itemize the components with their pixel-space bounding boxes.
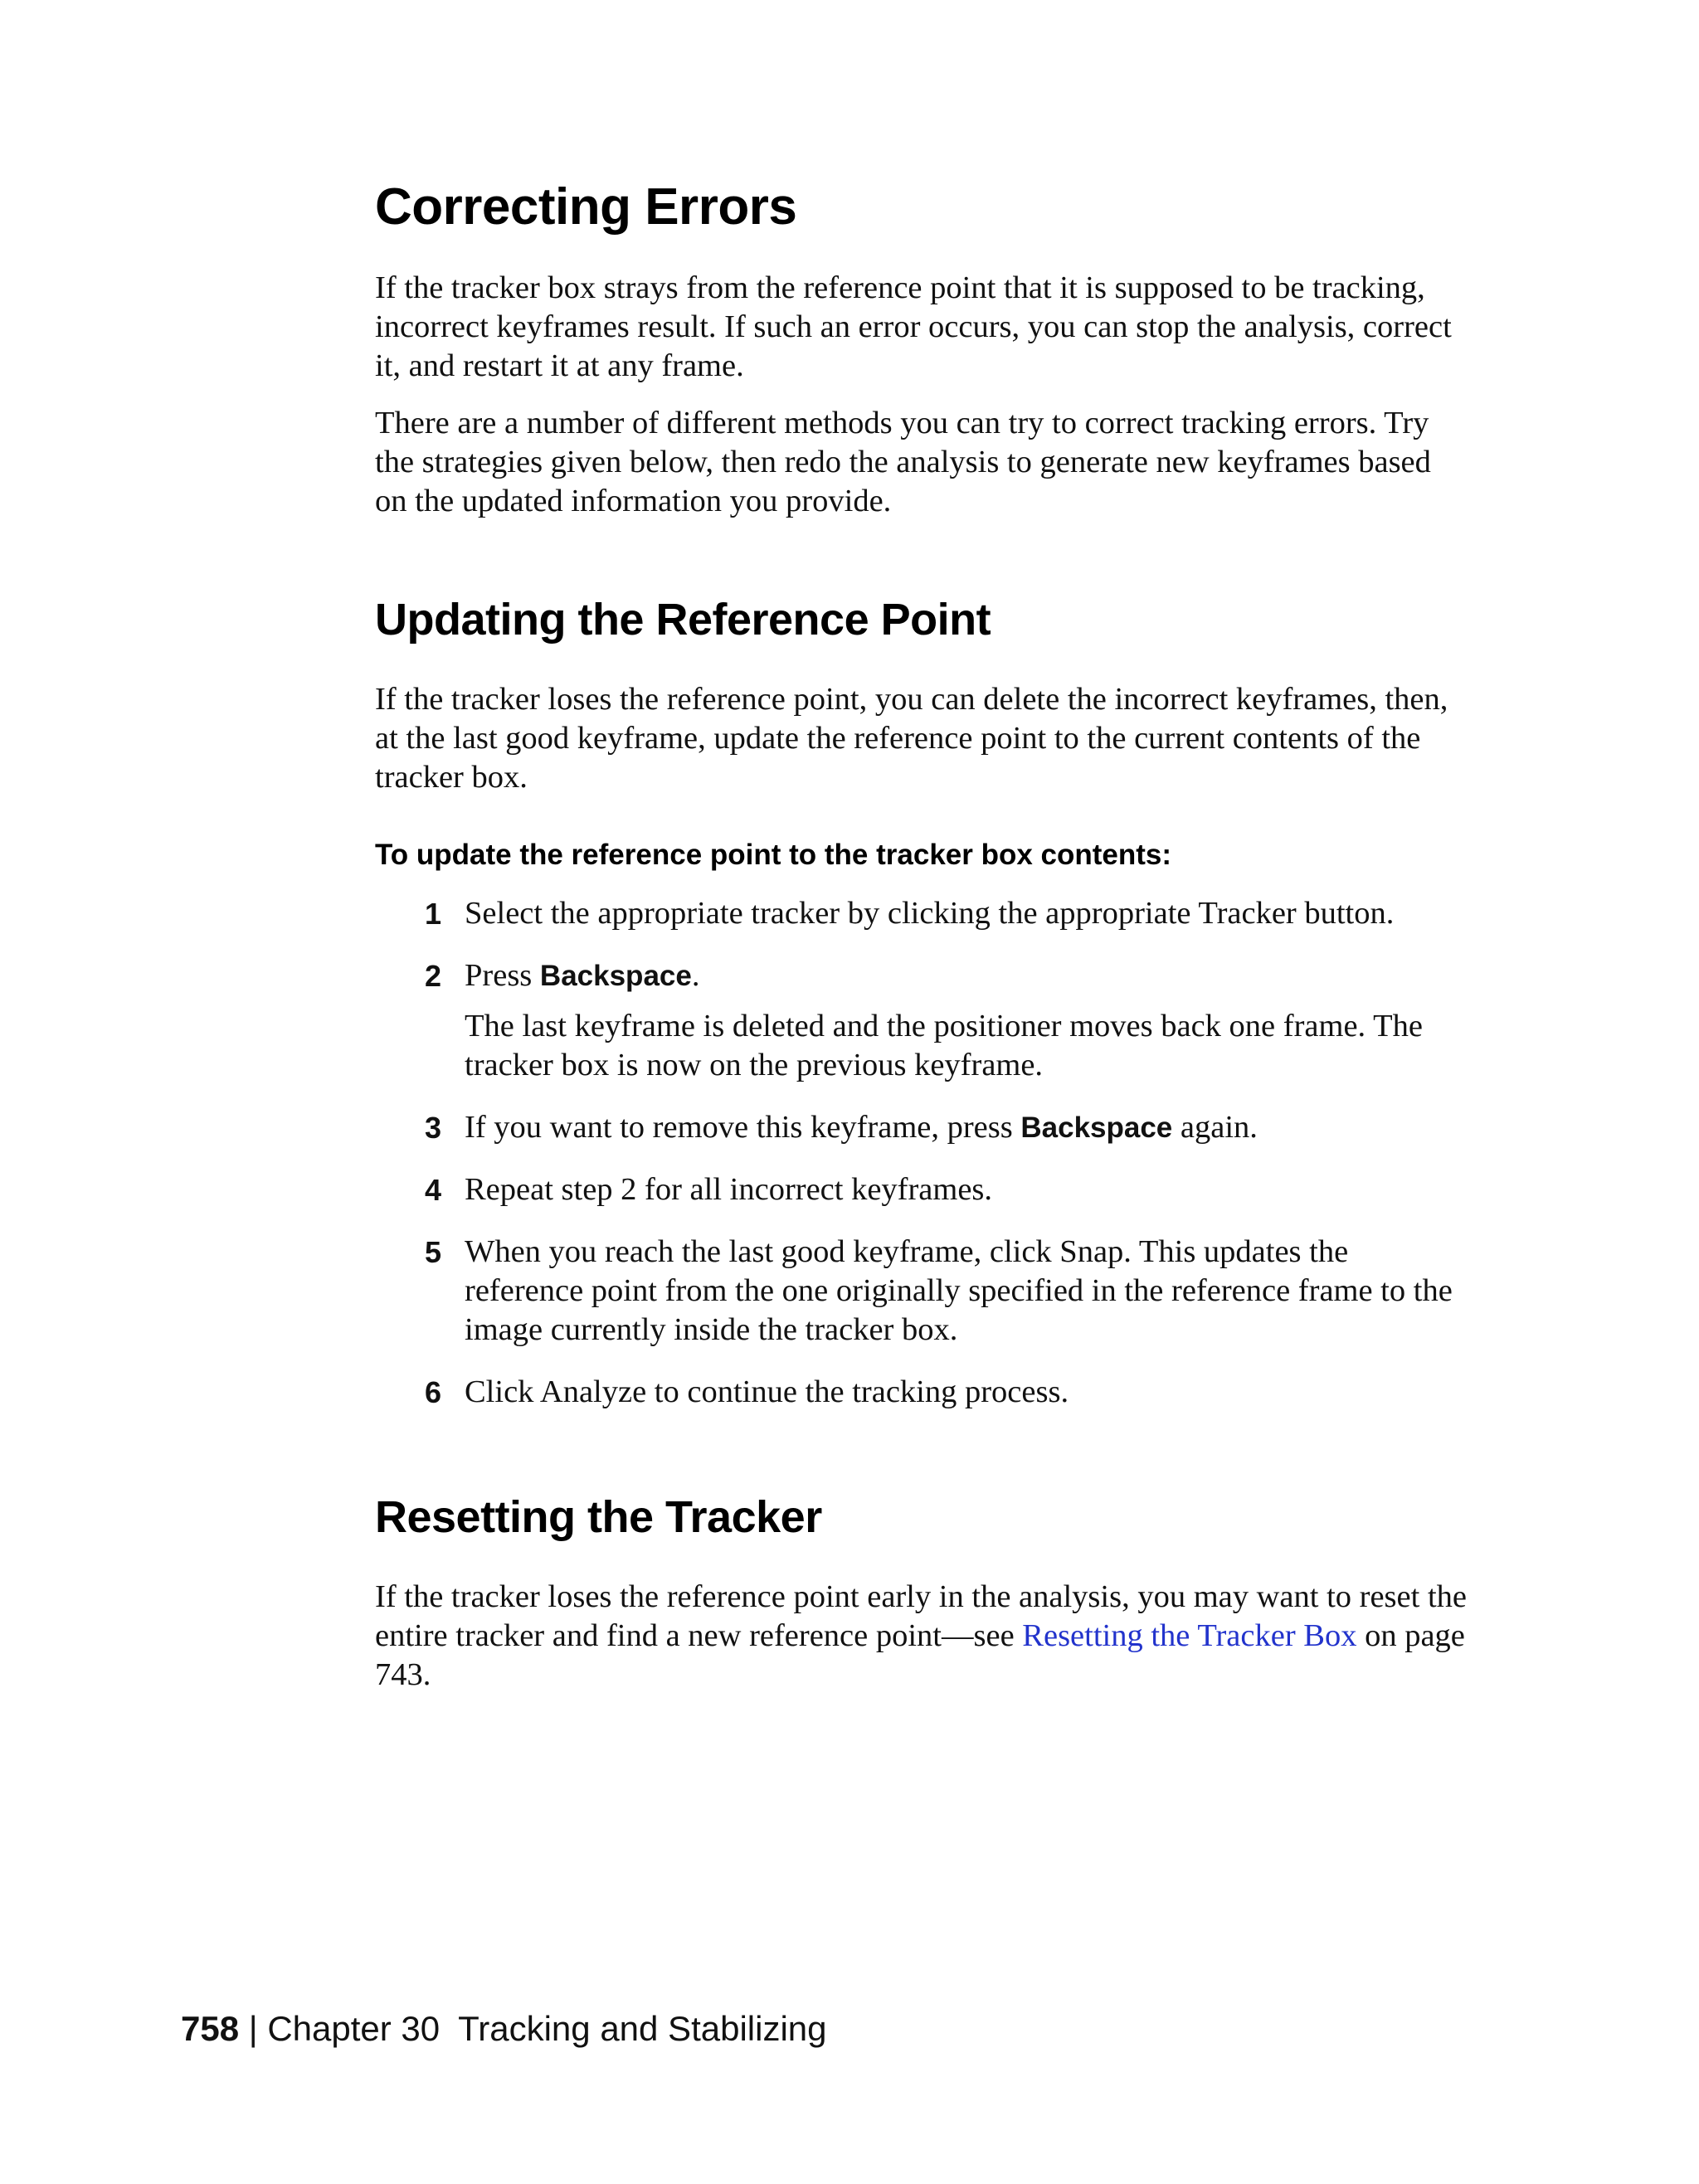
step-item [375, 1373, 1470, 1412]
step-text: Repeat step 2 for all incorrect keyframes. [465, 1172, 993, 1207]
intro-paragraph-2: There are a number of different methods you can try to correct tracking errors. Try the strategies given below, then redo the analysis to generate new keyframes based on the updated information you provide. [375, 406, 1431, 518]
procedure-steps [375, 894, 1470, 1412]
step-text: When you reach the last good keyframe, click Snap. This updates the reference point from the one originally specified in the reference frame to the image currently inside the tracker box. [465, 1234, 1453, 1347]
key-name: Backspace [539, 960, 692, 992]
intro-paragraph-1: If the tracker box strays from the reference point that it is supposed to be tracking, incorrect keyframes result. If such an error occurs, you can stop the analysis, correct it, and restart it at any frame. [375, 270, 1452, 383]
resetting-text-suffix: on page 743. [375, 1618, 1465, 1692]
page-content [375, 174, 1470, 1695]
step-note: The last keyframe is deleted and the positioner moves back one frame. The tracker box is now on the previous keyframe. [465, 1009, 1423, 1082]
step-text: Click Analyze to continue the tracking process. [465, 1374, 1069, 1409]
key-name: Backspace [1020, 1111, 1173, 1144]
step-number: 3 [424, 1111, 441, 1145]
footer-chapter: Chapter 30 [267, 2009, 441, 2048]
step-number: 2 [424, 959, 441, 993]
page-number: 758 [181, 2009, 240, 2048]
step-item [375, 894, 1470, 933]
resetting-paragraph [375, 1578, 1470, 1695]
step-item [375, 956, 1470, 1085]
step-text-suffix: again. [1172, 1110, 1258, 1145]
resetting-text-prefix: If the tracker loses the reference point early in the analysis, you may want to reset the entire tracker and find a new reference point—see [375, 1579, 1467, 1653]
step-number: 4 [424, 1173, 441, 1207]
cross-reference-link[interactable]: Resetting the Tracker Box [1022, 1618, 1357, 1653]
step-text-suffix: . [691, 958, 700, 993]
section-heading-updating: Updating the Reference Point [375, 595, 991, 644]
procedure-heading: To update the reference point to the tracker box contents: [375, 839, 1172, 871]
footer-separator: | [248, 2009, 258, 2048]
step-item [375, 1233, 1470, 1350]
page-footer [181, 2006, 827, 2052]
step-number: 5 [424, 1235, 441, 1269]
step-item [375, 1108, 1470, 1147]
footer-chapter-title: Tracking and Stabilizing [458, 2009, 827, 2048]
step-text-prefix: If you want to remove this keyframe, press [465, 1110, 1021, 1145]
step-text [465, 1108, 1470, 1147]
step-text-prefix: Press [465, 958, 540, 993]
step-text: Select the appropriate tracker by clicking the appropriate Tracker button. [465, 896, 1395, 931]
step-number: 6 [424, 1375, 441, 1409]
section-heading-resetting: Resetting the Tracker [375, 1492, 822, 1542]
step-text [465, 956, 1470, 995]
step-number: 1 [424, 897, 441, 931]
step-item [375, 1170, 1470, 1209]
updating-paragraph: If the tracker loses the reference point, you can delete the incorrect keyframes, then, at the last good keyframe, update the reference point to the current contents of the tracker box. [375, 682, 1448, 795]
page-title: Correcting Errors [375, 178, 797, 236]
